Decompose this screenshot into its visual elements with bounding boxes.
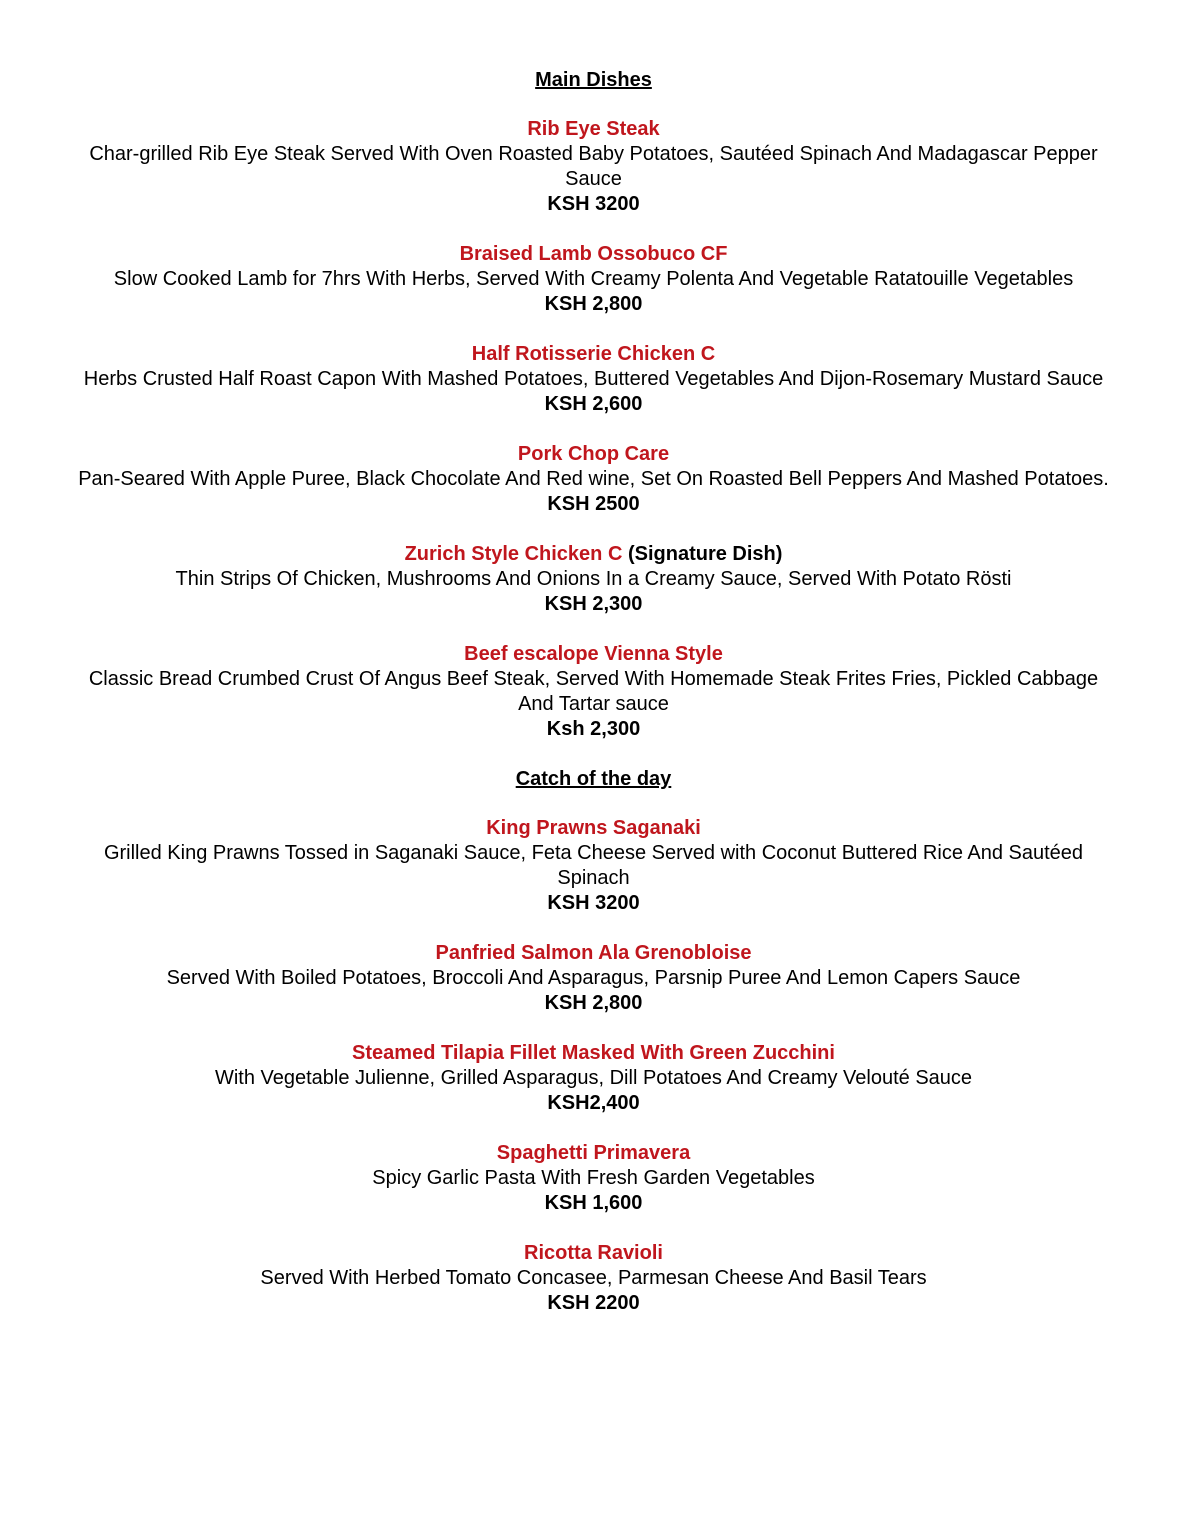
item-description: Grilled King Prawns Tossed in Saganaki Sauce, Feta Cheese Served with Coconut Buttered Rice And Sautéed Spinach [103, 842, 1084, 889]
item-price: KSH 2,600 [544, 393, 643, 415]
item-price: KSH 2200 [547, 1292, 640, 1314]
item-name: Rib Eye Steak [527, 118, 660, 140]
item-description: Herbs Crusted Half Roast Capon With Mashed Potatoes, Buttered Vegetables And Dijon-Rosemary Mustard Sauce [83, 368, 1104, 390]
item-description: Slow Cooked Lamb for 7hrs With Herbs, Served With Creamy Polenta And Vegetable Ratatouille Vegetables [113, 268, 1074, 290]
menu-item [74, 1141, 1114, 1216]
item-name: Spaghetti Primavera [496, 1142, 691, 1164]
item-name: Pork Chop Care [517, 443, 670, 465]
item-name: Braised Lamb Ossobuco CF [459, 243, 728, 265]
menu-item [74, 1041, 1114, 1116]
menu-item [74, 442, 1114, 517]
section-title: Main Dishes [535, 69, 652, 91]
item-name: Zurich Style Chicken C (Signature Dish) [404, 543, 783, 565]
item-description: Thin Strips Of Chicken, Mushrooms And Onions In a Creamy Sauce, Served With Potato Rösti [175, 568, 1012, 590]
item-name: Half Rotisserie Chicken C [471, 343, 716, 365]
item-description: Pan-Seared With Apple Puree, Black Chocolate And Red wine, Set On Roasted Bell Peppers And Mashed Potatoes. [78, 468, 1109, 490]
item-description: Classic Bread Crumbed Crust Of Angus Beef Steak, Served With Homemade Steak Frites Fries, Pickled Cabbage And Tartar sauce [88, 668, 1099, 715]
item-description: Char-grilled Rib Eye Steak Served With Oven Roasted Baby Potatoes, Sautéed Spinach And Madagascar Pepper Sauce [89, 143, 1098, 190]
menu-item [74, 1241, 1114, 1316]
section-catch-of-the-day [0, 767, 1187, 1316]
menu-item [74, 642, 1114, 742]
menu-item [74, 542, 1114, 617]
item-description: Spicy Garlic Pasta With Fresh Garden Vegetables [372, 1167, 815, 1189]
item-description: With Vegetable Julienne, Grilled Asparagus, Dill Potatoes And Creamy Velouté Sauce [214, 1067, 973, 1089]
item-price: KSH 3200 [547, 892, 640, 914]
section-title: Catch of the day [515, 768, 672, 790]
item-name: Steamed Tilapia Fillet Masked With Green Zucchini [352, 1042, 835, 1064]
menu-item [74, 117, 1114, 217]
item-name: King Prawns Saganaki [486, 817, 701, 839]
menu-item [74, 816, 1114, 916]
item-price: KSH2,400 [547, 1092, 640, 1114]
item-description: Served With Boiled Potatoes, Broccoli And Asparagus, Parsnip Puree And Lemon Capers Sauce [166, 967, 1021, 989]
section-main-dishes [0, 68, 1187, 742]
signature-dish-label: (Signature Dish) [622, 543, 783, 565]
item-price: KSH 2,300 [544, 593, 643, 615]
item-price: Ksh 2,300 [546, 718, 641, 740]
menu-item [74, 941, 1114, 1016]
menu-item [74, 242, 1114, 317]
item-price: KSH 2500 [547, 493, 640, 515]
item-price: KSH 2,800 [544, 293, 643, 315]
item-name: Panfried Salmon Ala Grenobloise [435, 942, 752, 964]
item-price: KSH 1,600 [544, 1192, 643, 1214]
menu-item [74, 342, 1114, 417]
item-description: Served With Herbed Tomato Concasee, Parmesan Cheese And Basil Tears [260, 1267, 927, 1289]
item-name: Ricotta Ravioli [524, 1242, 663, 1264]
item-price: KSH 3200 [547, 193, 640, 215]
item-name: Beef escalope Vienna Style [464, 643, 723, 665]
item-price: KSH 2,800 [544, 992, 643, 1014]
